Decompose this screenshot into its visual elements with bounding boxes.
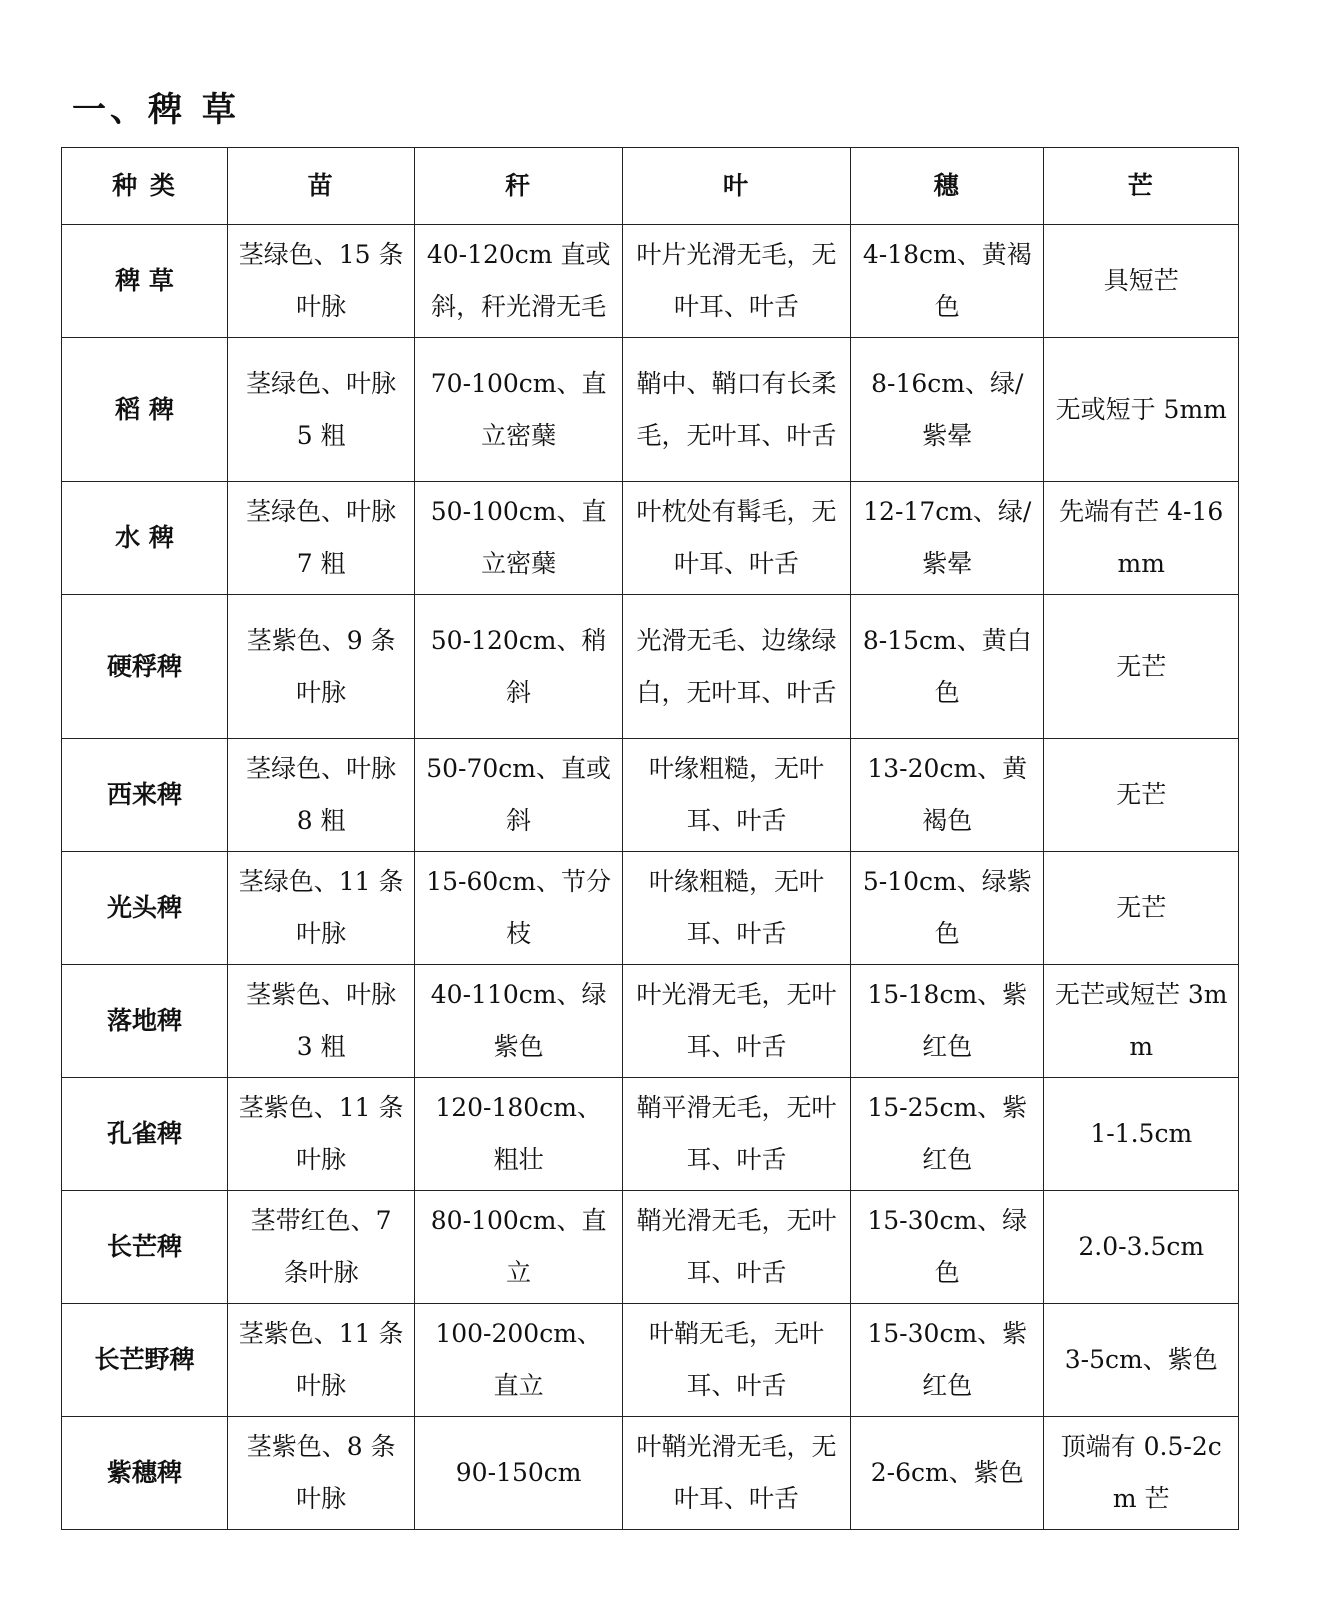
species-name: 长芒稗 <box>62 1191 228 1304</box>
seedling-cell: 茎带红色、7 条叶脉 <box>227 1191 414 1304</box>
table-row <box>62 1417 1239 1530</box>
leaf-cell: 叶光滑无毛，无叶耳、叶舌 <box>622 965 850 1078</box>
species-name: 硬稃稗 <box>62 595 228 739</box>
spike-cell: 8-15cm、黄白色 <box>851 595 1044 739</box>
species-name: 水 稗 <box>62 482 228 595</box>
awn-cell: 1-1.5cm <box>1044 1078 1239 1191</box>
table-row <box>62 1304 1239 1417</box>
table-row <box>62 225 1239 338</box>
seedling-cell: 茎紫色、11 条叶脉 <box>227 1078 414 1191</box>
barnyard-grass-table <box>61 147 1239 1530</box>
leaf-cell: 叶缘粗糙，无叶耳、叶舌 <box>622 852 850 965</box>
header-seedling: 苗 <box>227 148 414 225</box>
awn-cell: 无或短于 5mm <box>1044 338 1239 482</box>
awn-cell: 2.0-3.5cm <box>1044 1191 1239 1304</box>
leaf-cell: 叶鞘无毛，无叶耳、叶舌 <box>622 1304 850 1417</box>
seedling-cell: 茎紫色、叶脉 3 粗 <box>227 965 414 1078</box>
stem-cell: 80-100cm、直立 <box>415 1191 623 1304</box>
awn-cell: 无芒 <box>1044 595 1239 739</box>
table-row <box>62 1191 1239 1304</box>
spike-cell: 13-20cm、黄褐色 <box>851 739 1044 852</box>
stem-cell: 120-180cm、粗壮 <box>415 1078 623 1191</box>
species-name: 紫穗稗 <box>62 1417 228 1530</box>
stem-cell: 100-200cm、直立 <box>415 1304 623 1417</box>
species-name: 落地稗 <box>62 965 228 1078</box>
awn-cell: 无芒或短芒 3mm <box>1044 965 1239 1078</box>
stem-cell: 40-110cm、绿紫色 <box>415 965 623 1078</box>
seedling-cell: 茎绿色、叶脉 8 粗 <box>227 739 414 852</box>
table-row <box>62 595 1239 739</box>
species-name: 光头稗 <box>62 852 228 965</box>
stem-cell: 50-120cm、稍斜 <box>415 595 623 739</box>
header-awn: 芒 <box>1044 148 1239 225</box>
awn-cell: 顶端有 0.5-2cm 芒 <box>1044 1417 1239 1530</box>
leaf-cell: 叶缘粗糙，无叶耳、叶舌 <box>622 739 850 852</box>
stem-cell: 50-70cm、直或斜 <box>415 739 623 852</box>
leaf-cell: 鞘中、鞘口有长柔毛，无叶耳、叶舌 <box>622 338 850 482</box>
header-leaf: 叶 <box>622 148 850 225</box>
spike-cell: 12-17cm、绿/紫晕 <box>851 482 1044 595</box>
spike-cell: 4-18cm、黄褐色 <box>851 225 1044 338</box>
leaf-cell: 光滑无毛、边缘绿白，无叶耳、叶舌 <box>622 595 850 739</box>
spike-cell: 8-16cm、绿/紫晕 <box>851 338 1044 482</box>
header-species: 种 类 <box>62 148 228 225</box>
leaf-cell: 叶片光滑无毛，无叶耳、叶舌 <box>622 225 850 338</box>
header-stem: 秆 <box>415 148 623 225</box>
species-name: 孔雀稗 <box>62 1078 228 1191</box>
seedling-cell: 茎绿色、15 条叶脉 <box>227 225 414 338</box>
species-name: 西来稗 <box>62 739 228 852</box>
species-name: 稻 稗 <box>62 338 228 482</box>
header-spike: 穗 <box>851 148 1044 225</box>
stem-cell: 50-100cm、直立密蘖 <box>415 482 623 595</box>
spike-cell: 2-6cm、紫色 <box>851 1417 1044 1530</box>
spike-cell: 15-30cm、绿色 <box>851 1191 1044 1304</box>
spike-cell: 5-10cm、绿紫色 <box>851 852 1044 965</box>
awn-cell: 具短芒 <box>1044 225 1239 338</box>
awn-cell: 先端有芒 4-16mm <box>1044 482 1239 595</box>
stem-cell: 40-120cm 直或斜，秆光滑无毛 <box>415 225 623 338</box>
spike-cell: 15-18cm、紫红色 <box>851 965 1044 1078</box>
spike-cell: 15-30cm、紫红色 <box>851 1304 1044 1417</box>
seedling-cell: 茎绿色、11 条叶脉 <box>227 852 414 965</box>
seedling-cell: 茎紫色、9 条叶脉 <box>227 595 414 739</box>
table-row <box>62 739 1239 852</box>
table-row <box>62 852 1239 965</box>
leaf-cell: 叶鞘光滑无毛，无叶耳、叶舌 <box>622 1417 850 1530</box>
seedling-cell: 茎绿色、叶脉 5 粗 <box>227 338 414 482</box>
table-row <box>62 965 1239 1078</box>
awn-cell: 3-5cm、紫色 <box>1044 1304 1239 1417</box>
table-row <box>62 338 1239 482</box>
table-row <box>62 482 1239 595</box>
stem-cell: 90-150cm <box>415 1417 623 1530</box>
spike-cell: 15-25cm、紫红色 <box>851 1078 1044 1191</box>
leaf-cell: 鞘平滑无毛，无叶耳、叶舌 <box>622 1078 850 1191</box>
seedling-cell: 茎紫色、8 条叶脉 <box>227 1417 414 1530</box>
awn-cell: 无芒 <box>1044 852 1239 965</box>
leaf-cell: 鞘光滑无毛，无叶耳、叶舌 <box>622 1191 850 1304</box>
species-name: 长芒野稗 <box>62 1304 228 1417</box>
awn-cell: 无芒 <box>1044 739 1239 852</box>
table-row <box>62 1078 1239 1191</box>
species-name: 稗 草 <box>62 225 228 338</box>
page-title: 一、稗 草 <box>72 90 240 130</box>
table-header-row <box>62 148 1239 225</box>
leaf-cell: 叶枕处有髯毛，无叶耳、叶舌 <box>622 482 850 595</box>
seedling-cell: 茎紫色、11 条叶脉 <box>227 1304 414 1417</box>
seedling-cell: 茎绿色、叶脉 7 粗 <box>227 482 414 595</box>
stem-cell: 15-60cm、节分枝 <box>415 852 623 965</box>
stem-cell: 70-100cm、直立密蘖 <box>415 338 623 482</box>
